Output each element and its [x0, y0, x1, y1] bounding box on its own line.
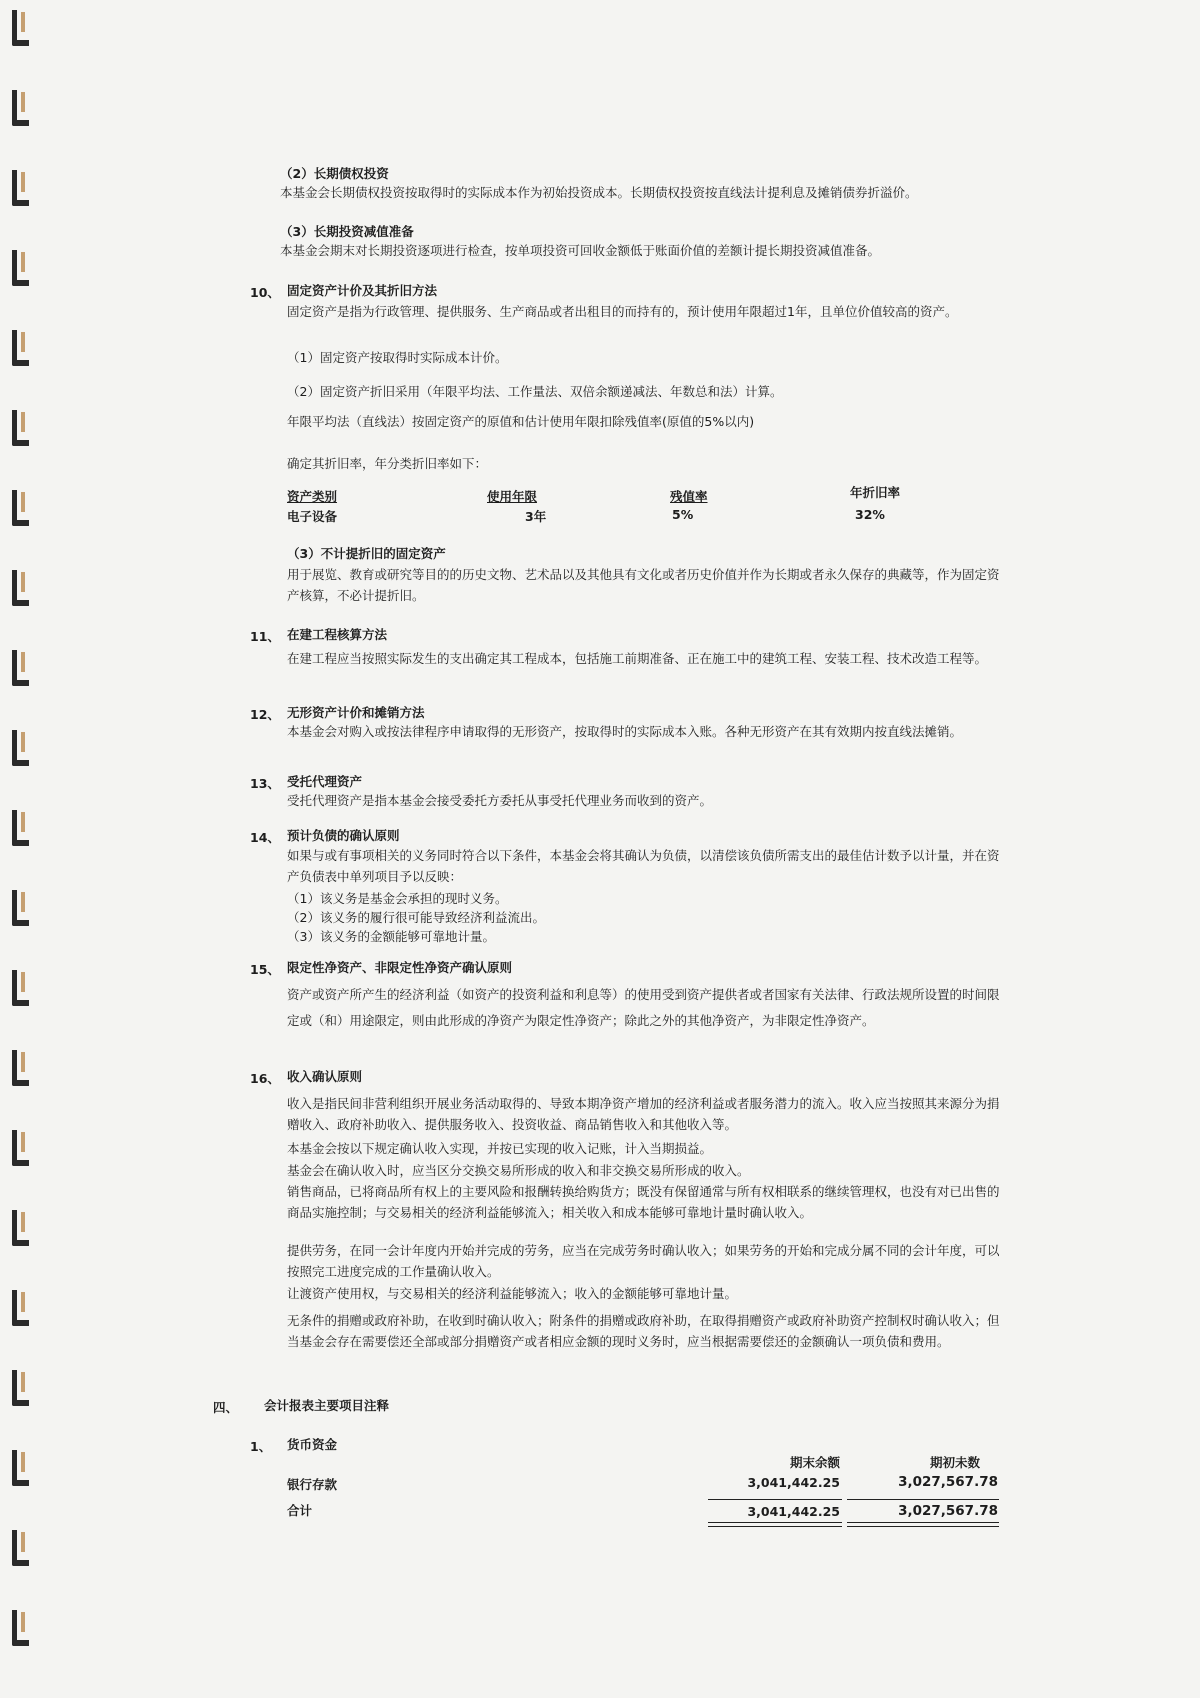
section-title-revenue: 收入确认原则 — [287, 1069, 363, 1084]
paragraph-net-assets: 资产或资产所产生的经济利益（如资产的投资利益和利息等）的使用受到资产提供者或者国家有关法律、行政法规所设置的时间限定或（和）用途限定，则由此形成的净资产为限定性净资产；除此之外的其他净资产，为非限定性净资产。 — [287, 987, 1000, 1028]
paragraph-long-term-debt: 本基金会长期债权投资按取得时的实际成本作为初始投资成本。长期债权投资按直线法计提利息及摊销债券折溢价。 — [280, 185, 918, 200]
paragraph-fixed-assets-intro: 固定资产是指为行政管理、提供服务、生产商品或者出租目的而持有的，预计使用年限超过1年，且单位价值较高的资产。 — [287, 304, 958, 319]
col-header-end-balance: 期末余额 — [789, 1455, 840, 1470]
cash-row-label-bank: 银行存款 — [287, 1477, 338, 1492]
double-rule-end — [708, 1522, 842, 1527]
subheading-impairment: （3）长期投资减值准备 — [280, 224, 414, 239]
table-header-useful-life: 使用年限 — [487, 489, 538, 504]
paragraph-revenue-3: 基金会在确认收入时，应当区分交换交易所形成的收入和非交换交易所形成的收入。 — [287, 1163, 750, 1178]
table-header-asset-type: 资产类别 — [287, 489, 338, 504]
section-number-16: 16、 — [250, 1071, 280, 1086]
item-fixed-assets-1: （1）固定资产按取得时实际成本计价。 — [287, 350, 508, 365]
part-number-4: 四、 — [213, 1400, 239, 1415]
paragraph-no-depreciation: 用于展览、教育或研究等目的的历史文物、艺术品以及其他具有文化或者历史价值并作为长期或者永久保存的典藏等，作为固定资产核算，不必计提折旧。 — [287, 567, 1000, 603]
note-title-cash: 货币资金 — [287, 1437, 338, 1452]
section-title-entrusted: 受托代理资产 — [287, 774, 363, 789]
part-title-notes: 会计报表主要项目注释 — [264, 1398, 390, 1413]
paragraph-revenue-1: 收入是指民间非营利组织开展业务活动取得的、导致本期净资产增加的经济利益或者服务潜力的流入。收入应当按照其来源分为捐赠收入、政府补助收入、提供服务收入、投资收益、商品销售收入和其他收入等。 — [287, 1096, 1000, 1132]
section-number-14: 14、 — [250, 830, 280, 845]
paragraph-revenue-2: 本基金会按以下规定确认收入实现，并按已实现的收入记账，计入当期损益。 — [287, 1141, 713, 1156]
table-cell-residual-rate: 5% — [672, 507, 694, 522]
double-rule-begin — [847, 1522, 999, 1527]
total-rule-end — [708, 1499, 842, 1500]
subheading-no-depreciation: （3）不计提折旧的固定资产 — [287, 546, 446, 561]
section-title-fixed-assets: 固定资产计价及其折旧方法 — [287, 283, 438, 298]
table-header-annual-rate: 年折旧率 — [850, 485, 901, 500]
cash-total-label: 合计 — [287, 1503, 313, 1518]
provision-condition-2: （2）该义务的履行很可能导致经济利益流出。 — [287, 910, 545, 925]
section-number-11: 11、 — [250, 629, 280, 644]
paragraph-revenue-5: 提供劳务，在同一会计年度内开始并完成的劳务，应当在完成劳务时确认收入；如果劳务的开始和完成分属不同的会计年度，可以按照完工进度完成的工作量确认收入。 — [287, 1243, 1000, 1279]
section-number-12: 12、 — [250, 707, 280, 722]
note-number-1: 1、 — [250, 1439, 272, 1454]
subheading-long-term-debt: （2）长期债权投资 — [280, 166, 389, 181]
table-header-residual-rate: 残值率 — [670, 489, 708, 504]
item-fixed-assets-2b: 年限平均法（直线法）按固定资产的原值和估计使用年限扣除残值率(原值的5%以内) — [287, 414, 755, 429]
section-title-intangible: 无形资产计价和摊销方法 — [287, 705, 425, 720]
cash-row-end-bank: 3,041,442.25 — [747, 1475, 840, 1490]
section-number-15: 15、 — [250, 962, 280, 977]
cash-row-begin-bank: 3,027,567.78 — [898, 1474, 998, 1490]
paragraph-revenue-6: 让渡资产使用权，与交易相关的经济利益能够流入；收入的金额能够可靠地计量。 — [287, 1286, 738, 1301]
section-title-provisions: 预计负债的确认原则 — [287, 828, 400, 843]
section-title-net-assets: 限定性净资产、非限定性净资产确认原则 — [287, 960, 513, 975]
section-number-10: 10、 — [250, 285, 280, 300]
paragraph-provisions: 如果与或有事项相关的义务同时符合以下条件，本基金会将其确认为负债，以清偿该负债所需支出的最佳估计数予以计量，并在资产负债表中单列项目予以反映： — [287, 848, 1000, 884]
provision-condition-3: （3）该义务的金额能够可靠地计量。 — [287, 929, 495, 944]
table-cell-asset-type: 电子设备 — [287, 509, 338, 524]
provision-condition-1: （1）该义务是基金会承担的现时义务。 — [287, 891, 508, 906]
item-fixed-assets-2: （2）固定资产折旧采用（年限平均法、工作量法、双倍余额递减法、年数总和法）计算。 — [287, 384, 783, 399]
section-title-construction: 在建工程核算方法 — [287, 627, 388, 642]
binding-rings — [0, 0, 40, 1698]
paragraph-revenue-7: 无条件的捐赠或政府补助，在收到时确认收入；附条件的捐赠或政府补助，在取得捐赠资产或政府补助资产控制权时确认收入；但当基金会存在需要偿还全部或部分捐赠资产或者相应金额的现时义务时，应当根据需要偿还的金额确认一项负债和费用。 — [287, 1313, 1000, 1349]
total-rule-begin — [847, 1499, 999, 1500]
paragraph-intangible: 本基金会对购入或按法律程序申请取得的无形资产，按取得时的实际成本入账。各种无形资产在其有效期内按直线法摊销。 — [287, 724, 963, 739]
section-number-13: 13、 — [250, 776, 280, 791]
table-cell-annual-rate: 32% — [855, 507, 885, 522]
cash-total-end: 3,041,442.25 — [747, 1504, 840, 1519]
cash-total-begin: 3,027,567.78 — [898, 1503, 998, 1519]
col-header-begin-balance: 期初未数 — [929, 1455, 980, 1470]
paragraph-construction: 在建工程应当按照实际发生的支出确定其工程成本，包括施工前期准备、正在施工中的建筑工程、安装工程、技术改造工程等。 — [287, 651, 988, 666]
paragraph-revenue-4: 销售商品，已将商品所有权上的主要风险和报酬转换给购货方；既没有保留通常与所有权相联系的继续管理权，也没有对已出售的商品实施控制；与交易相关的经济利益能够流入；相关收入和成本能够可靠地计量时确认收入。 — [287, 1184, 1000, 1220]
paragraph-entrusted: 受托代理资产是指本基金会接受委托方委托从事受托代理业务而收到的资产。 — [287, 793, 713, 808]
table-cell-useful-life: 3年 — [525, 509, 547, 524]
depreciation-rate-intro: 确定其折旧率，年分类折旧率如下： — [287, 456, 488, 471]
paragraph-impairment: 本基金会期末对长期投资逐项进行检查，按单项投资可回收金额低于账面价值的差额计提长期投资减值准备。 — [280, 243, 881, 258]
